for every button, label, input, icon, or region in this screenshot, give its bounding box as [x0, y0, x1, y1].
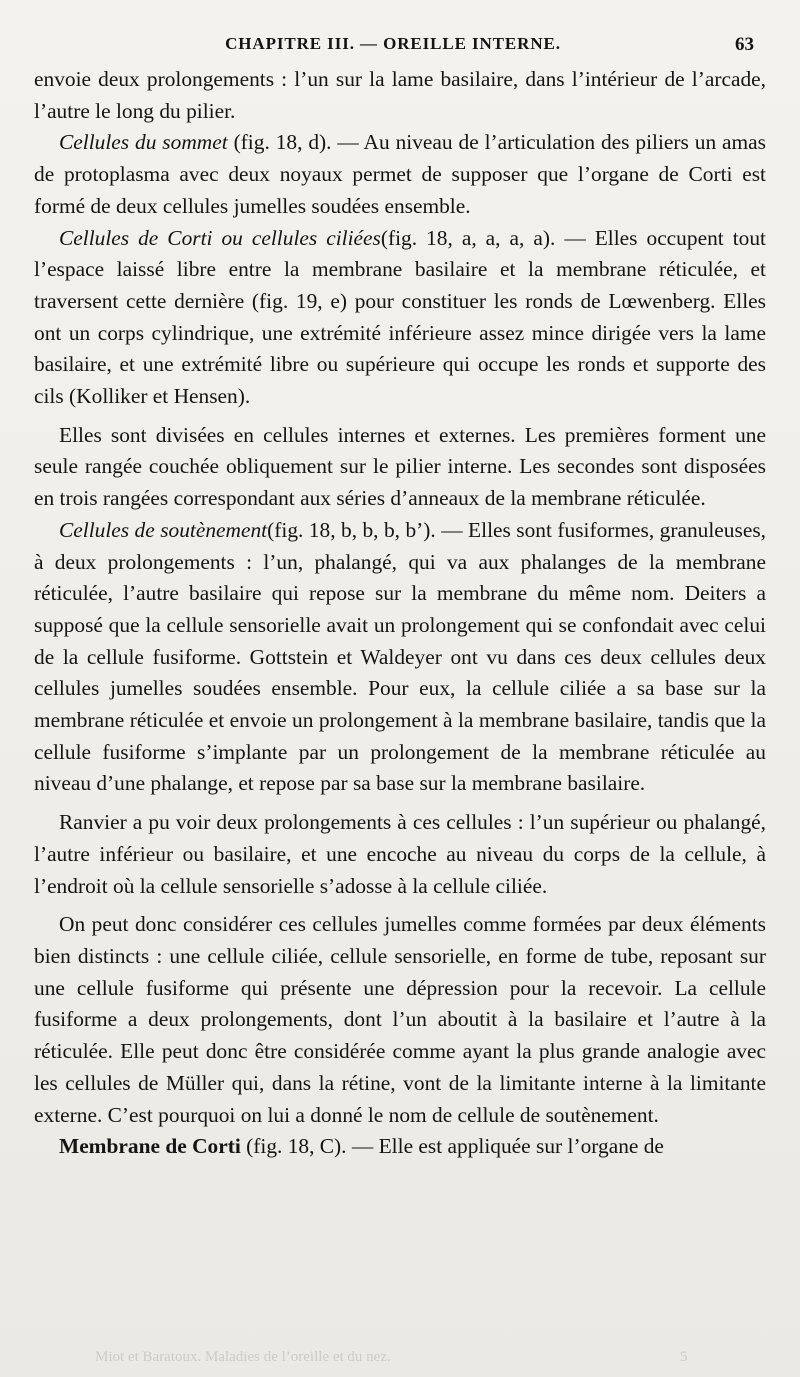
- paragraph-cellules-du-sommet: [34, 127, 766, 222]
- footer-signature: 5: [680, 1349, 688, 1365]
- paragraph-conclusion: [34, 909, 766, 1131]
- paragraph-text: Ranvier a pu voir deux prolongements à ces cellules : l’un supérieur ou phalangé, l’autre inférieur ou basilaire, et une encoche au niveau du corps de la cellule, à l’endroit où la cellule sensorielle s’adosse à la cellule ciliée.: [34, 810, 766, 898]
- paragraph-text: envoie deux prolongements : l’un sur la lame basilaire, dans l’intérieur de l’arcade, l’autre le long du pilier.: [34, 67, 766, 123]
- figure-reference: (fig. 18, d).: [233, 130, 332, 155]
- paragraph-text: Elles sont divisées en cellules internes et externes. Les premières forment une seule rangée couchée obliquement sur le pilier interne. Les secondes sont disposées en trois rangées correspondant aux séries d’anneaux de la membrane réticulée.: [34, 422, 766, 511]
- running-head: CHAPITRE III. — OREILLE INTERNE.: [225, 34, 561, 53]
- paragraph-text: — Elles occupent tout l’espace laissé libre entre la membrane basilaire et la membrane réticulée, et traversent cette dernière (fig. 19, e) pour constituer les ronds de Lœwenberg. Elles ont un corps cylindrique, une extrémité inférieure assez mince dirigée vers la lame basilaire, et une extrémité libre ou supérieure qui occupe les ronds et supporte des cils (Kolliker et Hensen).: [34, 225, 766, 409]
- paragraph-internes-externes: [34, 420, 766, 515]
- page-number: 63: [735, 34, 754, 55]
- body-text: [34, 64, 766, 1163]
- page-header: [0, 30, 800, 60]
- paragraph-text: On peut donc considérer ces cellules jumelles comme formées par deux éléments bien distincts : une cellule ciliée, cellule sensorielle, en forme de tube, reposant sur une cellule fusiforme qui présente une dépression pour la recevoir. La cellule fusiforme a deux prolongements, dont l’un aboutit à la basilaire et l’autre à la réticulée. Elle peut donc être considérée comme ayant la plus grande analogie avec les cellules de Müller qui, dans la rétine, vont de la limitante interne à la limitante externe. C’est pourquoi on lui a donné le nom de cellule de soutènement.: [34, 912, 766, 1127]
- paragraph-cellules-de-corti: [34, 223, 766, 413]
- paragraph-text: (fig. 18, C). — Elle est appliquée sur l’organe de: [240, 1134, 664, 1159]
- figure-reference: (fig. 18, b, b, b, b’).: [267, 517, 436, 542]
- footer-text: Miot et Baratoux. Maladies de l’oreille et du nez.: [95, 1349, 391, 1365]
- run-in-term: Cellules de Corti ou cellules ciliées: [59, 225, 381, 250]
- paragraph-ranvier: [34, 807, 766, 902]
- paragraph-cellules-de-soutenement: [34, 515, 766, 800]
- section-heading: Membrane de Corti: [59, 1134, 241, 1159]
- run-in-term: Cellules du sommet: [59, 130, 228, 155]
- run-in-term: Cellules de soutènement: [59, 517, 268, 542]
- paragraph-text: — Elles sont fusiformes, granuleuses, à deux prolongements : l’un, phalangé, qui va aux phalanges de la membrane réticulée, l’autre basilaire qui repose sur la membrane du même nom. Deiters a supposé que la cellule sensorielle avait un prolongement qui se confondait avec celui de la cellule fusiforme. Gottstein et Waldeyer ont vu dans ces deux cellules deux cellules jumelles soudées ensemble. Pour eux, la cellule ciliée a sa base sur la membrane réticulée et envoie un prolongement à la membrane basilaire, tandis que la cellule fusiforme s’implante par un prolongement de la membrane réticulée au niveau d’une phalange, et repose par sa base sur la membrane basilaire.: [34, 517, 766, 796]
- paragraph-continuation: [34, 64, 766, 127]
- figure-reference: (fig. 18, a, a, a, a).: [380, 225, 556, 250]
- page-footer: [0, 1349, 800, 1373]
- paragraph-membrane-de-corti: [34, 1131, 766, 1163]
- paragraph-text: — Au niveau de l’articulation des piliers un amas de protoplasma avec deux noyaux permet de supposer que l’organe de Corti est formé de deux cellules jumelles soudées ensemble.: [34, 130, 766, 218]
